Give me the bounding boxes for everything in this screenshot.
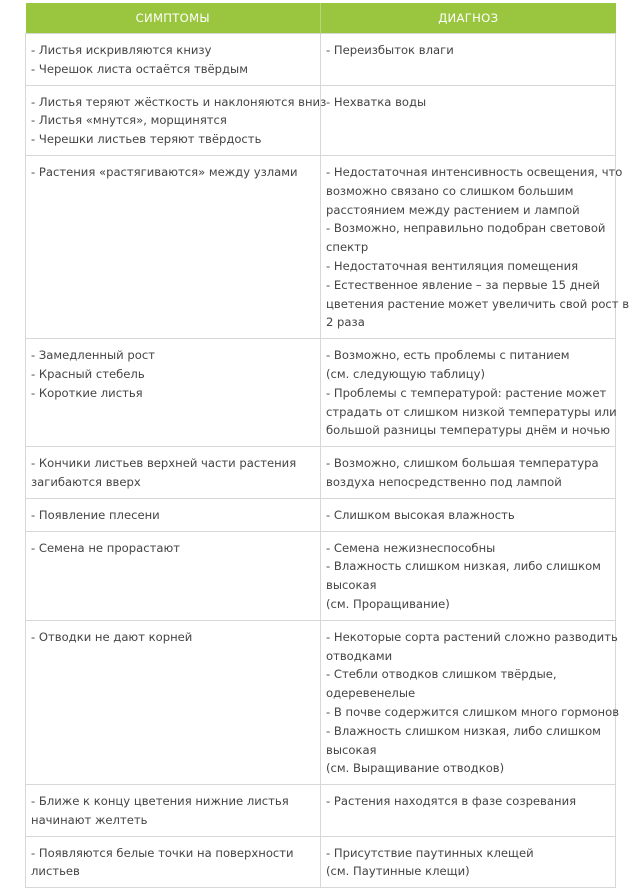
diagnosis-cell-line: 2 раза [326, 315, 365, 330]
symptom-cell [26, 85, 327, 155]
symptom-cell-line: - Ближе к концу цветения нижние листья [31, 794, 289, 809]
diagnosis-cell-line: - Присутствие паутинных клещей [326, 845, 534, 860]
diagnosis-cell-line: воздуха непосредственно под лампой [326, 474, 562, 489]
symptom-cell-line: - Листья искривляются книзу [31, 43, 212, 57]
table-body [26, 34, 630, 888]
symptom-cell-line: - Черешки листьев теряют твёрдость [31, 132, 262, 147]
table-row [26, 155, 616, 338]
diagnosis-cell-line: - Возможно, есть проблемы с питанием [326, 348, 570, 363]
table-row [26, 447, 616, 499]
diagnosis-cell-line: страдать от слишком низкой температуры или [326, 404, 617, 419]
symptom-cell [26, 339, 321, 447]
symptom-cell-line: - Листья «мнутся», морщинятся [31, 113, 227, 128]
diagnosis-cell-line: возможно связано со слишком большим [326, 183, 574, 198]
diagnosis-cell-line: - Естественное явление – за первые 15 дней [326, 277, 600, 292]
symptom-cell-line: - Появляются белые точки на поверхности [31, 845, 294, 860]
diagnosis-cell-line: (см. Паутинные клещи) [326, 864, 470, 879]
symptom-cell-line: - Черешок листа остаётся твёрдым [31, 61, 248, 76]
symptom-cell [26, 785, 321, 837]
table-row [26, 785, 616, 837]
symptom-cell-line: листьев [31, 864, 80, 879]
diagnosis-cell [321, 620, 620, 784]
diagnosis-cell-line: - Недостаточная интенсивность освещения, что [326, 164, 623, 179]
table-row [26, 85, 616, 155]
diagnosis-cell-line: - Слишком высокая влажность [326, 507, 515, 522]
symptom-cell-line: начинают желтеть [31, 812, 148, 827]
symptom-cell [26, 620, 321, 784]
diagnosis-cell [321, 155, 630, 338]
diagnosis-cell-line: расстоянием между растением и лампой [326, 202, 580, 217]
diagnosis-cell-line: - Семена нежизнеспособны [326, 540, 496, 555]
diagnosis-cell [321, 531, 616, 620]
diagnosis-cell-line: спектр [326, 240, 369, 255]
diagnosis-cell-line: высокая [326, 742, 377, 757]
header-diagnosis: ДИАГНОЗ [321, 3, 616, 34]
diagnosis-cell [321, 339, 616, 447]
symptom-cell-line: - Семена не прорастают [31, 540, 180, 555]
diagnosis-cell [321, 34, 616, 86]
symptoms-diagnosis-table [25, 3, 630, 888]
diagnosis-table-container [25, 3, 630, 888]
table-row [26, 620, 616, 784]
diagnosis-cell-line: - Нехватка воды [326, 94, 427, 109]
symptom-cell [26, 155, 321, 338]
diagnosis-cell-line: (см. Проращивание) [326, 596, 450, 611]
diagnosis-cell [321, 785, 616, 837]
symptom-cell-line: - Красный стебель [31, 366, 145, 381]
symptom-cell-line: - Замедленный рост [31, 348, 155, 363]
diagnosis-cell [321, 498, 616, 531]
table-row [26, 531, 616, 620]
header-symptoms: СИМПТОМЫ [26, 3, 321, 34]
diagnosis-cell-line: - Некоторые сорта растений сложно разводить [326, 629, 618, 644]
diagnosis-cell-line: (см. следующую таблицу) [326, 366, 486, 381]
symptom-cell [26, 447, 321, 499]
table-row [26, 339, 616, 447]
diagnosis-cell-line: отводками [326, 648, 393, 663]
table-row [26, 34, 616, 86]
diagnosis-cell-line: - Влажность слишком низкая, либо слишком [326, 723, 601, 738]
diagnosis-cell [321, 836, 616, 888]
symptom-cell [26, 34, 321, 86]
symptom-cell-line: - Листья теряют жёсткость и наклоняются вниз [31, 94, 327, 109]
symptom-cell-line: - Растения «растягиваются» между узлами [31, 164, 298, 179]
diagnosis-cell-line: - Возможно, слишком большая температура [326, 456, 599, 471]
table-row [26, 836, 616, 888]
diagnosis-cell-line: - Растения находятся в фазе созревания [326, 794, 577, 809]
symptom-cell-line: - Появление плесени [31, 507, 160, 522]
table-row [26, 498, 616, 531]
symptom-cell-line: - Отводки не дают корней [31, 629, 193, 644]
diagnosis-cell-line: - Стебли отводков слишком твёрдые, [326, 667, 557, 682]
diagnosis-cell-line: большой разницы температуры днём и ночью [326, 423, 611, 438]
diagnosis-cell-line: (см. Выращивание отводков) [326, 761, 505, 776]
diagnosis-cell-line: - Недостаточная вентиляция помещения [326, 258, 579, 273]
diagnosis-cell-line: - В почве содержится слишком много гормонов [326, 704, 620, 719]
diagnosis-cell-line: высокая [326, 578, 377, 593]
diagnosis-cell-line: цветения растение может увеличить свой рост в [326, 296, 630, 311]
symptom-cell-line: загибаются вверх [31, 474, 141, 489]
symptom-cell [26, 498, 321, 531]
diagnosis-cell [321, 85, 616, 155]
diagnosis-cell [321, 447, 616, 499]
diagnosis-cell-line: - Переизбыток влаги [326, 43, 454, 57]
table-header-row [26, 3, 616, 34]
symptom-cell-line: - Кончики листьев верхней части растения [31, 456, 297, 471]
symptom-cell-line: - Короткие листья [31, 385, 143, 400]
diagnosis-cell-line: - Влажность слишком низкая, либо слишком [326, 559, 601, 574]
symptom-cell [26, 531, 321, 620]
diagnosis-cell-line: - Возможно, неправильно подобран световой [326, 221, 606, 236]
diagnosis-cell-line: - Проблемы с температурой: растение может [326, 385, 607, 400]
diagnosis-cell-line: одеревенелые [326, 686, 416, 701]
symptom-cell [26, 836, 321, 888]
